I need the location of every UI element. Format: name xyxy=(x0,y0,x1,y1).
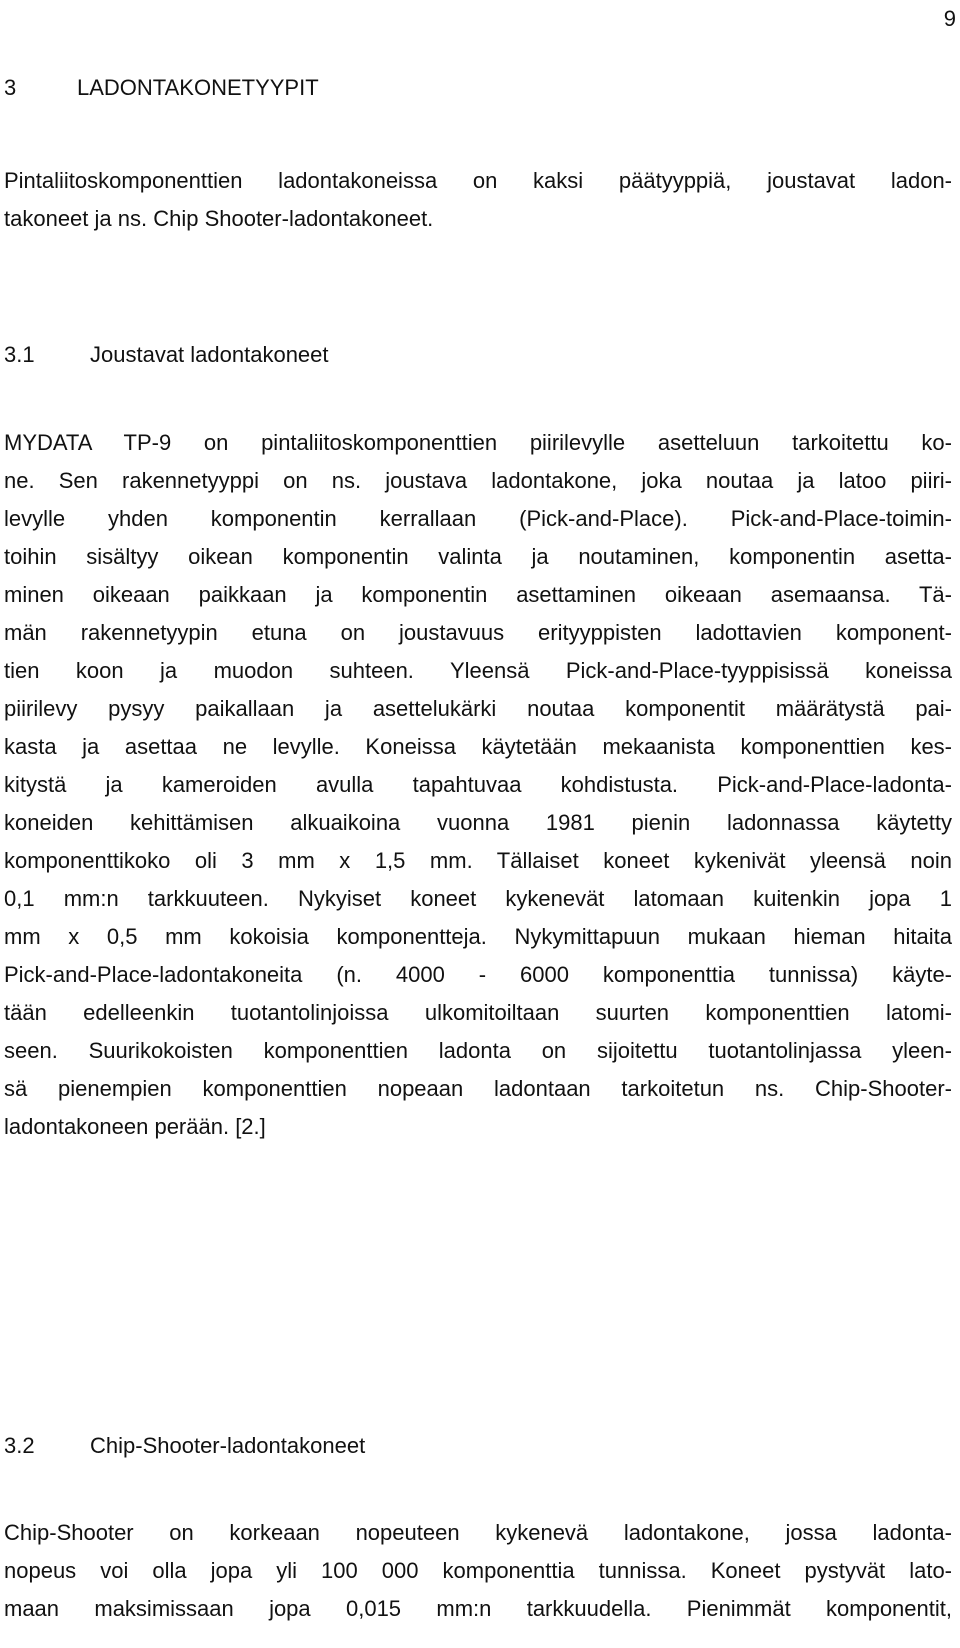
text-line: takoneet ja ns. Chip Shooter-ladontakoneet. xyxy=(4,206,434,231)
text-line: tien koon ja muodon suhteen. Yleensä Pick-and-Place-tyyppisissä koneissa xyxy=(4,658,952,683)
text-line: piirilevy pysyy paikallaan ja asettelukärki noutaa komponentit määrätystä pai- xyxy=(4,696,952,721)
text-line: kasta ja asettaa ne levylle. Koneissa käytetään mekaanista komponenttien kes- xyxy=(4,734,952,759)
text-line: Chip-Shooter on korkeaan nopeuteen kykenevä ladontakone, jossa ladonta- xyxy=(4,1520,952,1545)
section-heading-3-2 xyxy=(4,1432,365,1460)
text-line: komponenttikoko oli 3 mm x 1,5 mm. Tällaiset koneet kykenivät yleensä noin xyxy=(4,848,952,873)
text-line: minen oikeaan paikkaan ja komponentin asettaminen oikeaan asemaansa. Tä- xyxy=(4,582,952,607)
text-line: maan maksimissaan jopa 0,015 mm:n tarkkuudella. Pienimmät komponentit, xyxy=(4,1596,952,1621)
text-line: koneiden kehittämisen alkuaikoina vuonna 1981 pienin ladonnassa käytetty xyxy=(4,810,952,835)
text-line: kitystä ja kameroiden avulla tapahtuvaa kohdistusta. Pick-and-Place-ladonta- xyxy=(4,772,952,797)
text-line: ne. Sen rakennetyyppi on ns. joustava ladontakone, joka noutaa ja latoo piiri- xyxy=(4,468,952,493)
text-line: MYDATA TP-9 on pintaliitoskomponenttien piirilevylle asetteluun tarkoitettu ko- xyxy=(4,430,952,455)
section-title: Chip-Shooter-ladontakoneet xyxy=(90,1433,366,1458)
text-line: Pintaliitoskomponenttien ladontakoneissa on kaksi päätyyppiä, joustavat ladon- xyxy=(4,168,952,193)
text-line: 0,1 mm:n tarkkuuteen. Nykyiset koneet kykenevät latomaan kuitenkin jopa 1 xyxy=(4,886,952,911)
paragraph-joustavat xyxy=(4,424,952,1146)
text-line: toihin sisältyy oikean komponentin valinta ja noutaminen, komponentin asetta- xyxy=(4,544,952,569)
section-heading-3-1 xyxy=(4,341,329,369)
page-number: 9 xyxy=(943,6,956,31)
section-title: Joustavat ladontakoneet xyxy=(90,342,329,367)
paragraph-intro xyxy=(4,162,952,238)
text-line: tään edelleenkin tuotantolinjoissa ulkomitoiltaan suurten komponenttien latomi- xyxy=(4,1000,952,1025)
section-number: 3.1 xyxy=(4,342,35,367)
chapter-title: LADONTAKONETYYPIT xyxy=(77,75,319,100)
text-line: Pick-and-Place-ladontakoneita (n. 4000 - 6000 komponenttia tunnissa) käyte- xyxy=(4,962,952,987)
text-line: seen. Suurikokoisten komponenttien ladonta on sijoitettu tuotantolinjassa yleen- xyxy=(4,1038,952,1063)
text-line: levylle yhden komponentin kerrallaan (Pick-and-Place). Pick-and-Place-toimin- xyxy=(4,506,952,531)
text-line: män rakennetyypin etuna on joustavuus erityyppisten ladottavien komponent- xyxy=(4,620,952,645)
text-line: nopeus voi olla jopa yli 100 000 komponenttia tunnissa. Koneet pystyvät lato- xyxy=(4,1558,952,1583)
paragraph-chip-shooter xyxy=(4,1514,952,1628)
text-line: mm x 0,5 mm kokoisia komponentteja. Nykymittapuun mukaan hieman hitaita xyxy=(4,924,952,949)
text-line: ladontakoneen perään. [2.] xyxy=(4,1114,266,1139)
chapter-number: 3 xyxy=(4,75,17,100)
section-number: 3.2 xyxy=(4,1433,35,1458)
text-line: sä pienempien komponenttien nopeaan ladontaan tarkoitetun ns. Chip-Shooter- xyxy=(4,1076,952,1101)
chapter-heading xyxy=(4,74,319,102)
